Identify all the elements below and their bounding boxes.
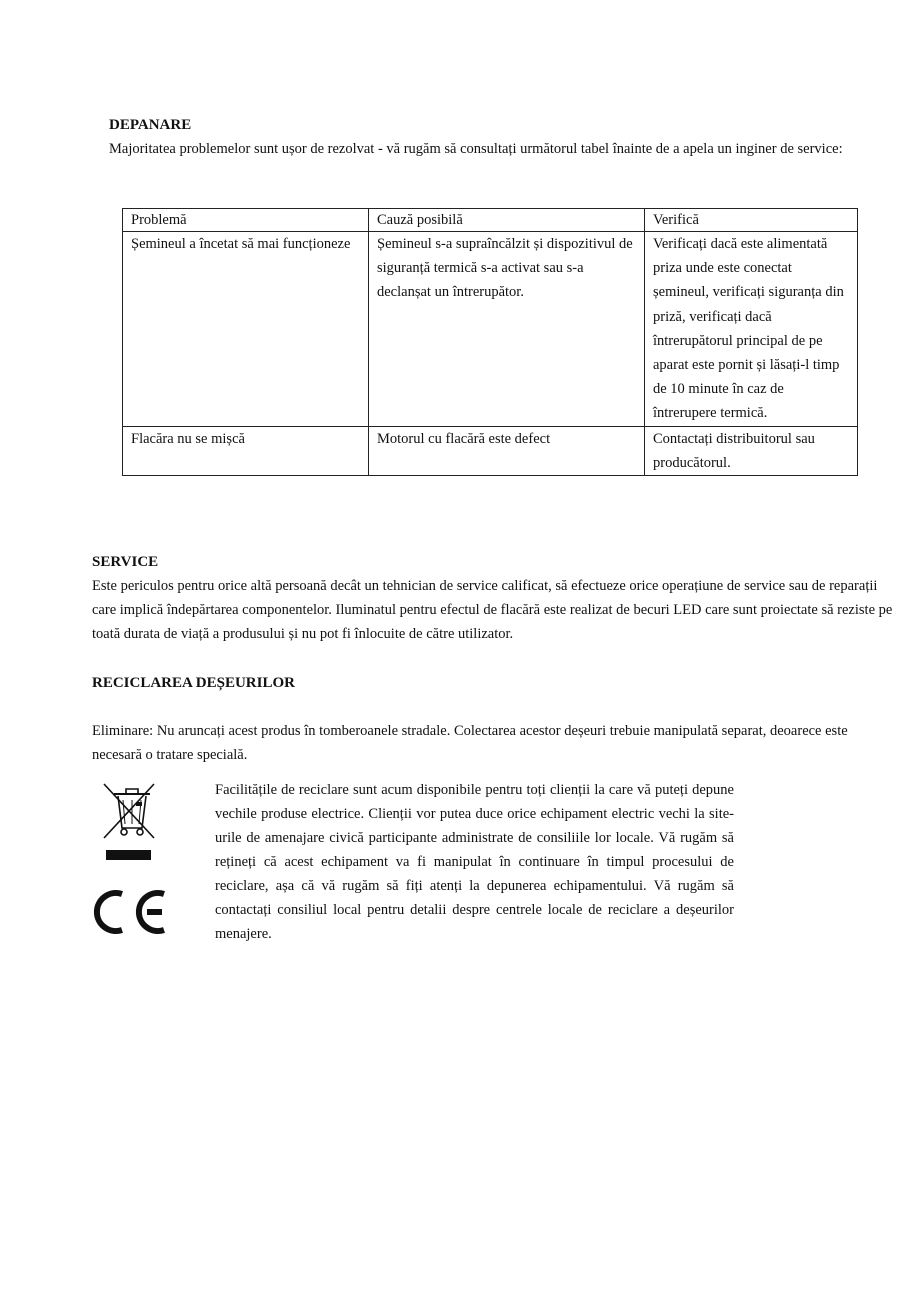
cause-cell: Șemineul s-a supraîncălzit și dispozitivul de siguranță termică s-a activat sau s-a declanșat un întrerupător. <box>369 232 645 427</box>
header-problem: Problemă <box>123 209 369 232</box>
weee-crossed-bin-icon <box>104 784 154 860</box>
cause-cell: Motorul cu flacără este defect <box>369 426 645 475</box>
table-header-row <box>123 209 858 232</box>
service-text: Este periculos pentru orice altă persoană decât un tehnician de service calificat, să efectueze orice operațiune de service sau de reparații care implică îndepărtarea componentelor. Iluminatul pentru efectul de flacără este realizat de becuri LED care sunt proiectate să reziste pe toată durata de viață a produsului și nu pot fi înlocuite de către utilizator. <box>92 578 893 642</box>
header-cause: Cauză posibilă <box>369 209 645 232</box>
facilities-text: Facilitățile de reciclare sunt acum disponibile pentru toți clienții la care vă puteți depune vechile produse electrice. Clienții vor putea duce orice echipament electric vechi la site-urile de amenajare civică participante administrate de consiliile lor locale. Vă rugăm să rețineți că acest echipament va fi manipulat în continuare în timpul procesului de reciclare, așa că vă rugăm să fiți atenți la depunerea echipamentului. Vă rugăm să contactați consiliul local pentru detalii despre centrele locale de reciclare a deșeurilor menajere. <box>215 782 734 942</box>
recycling-heading: RECICLAREA DEȘEURILOR <box>92 675 295 691</box>
check-cell: Verificați dacă este alimentată priza unde este conectat șemineul, verificați siguranța din priză, verificați dacă întrerupătorul principal de pe aparat este pornit și lăsați-l timp de 10 minute în caz de întrerupere termică. <box>645 232 858 427</box>
compliance-symbols <box>92 776 176 946</box>
depanare-heading: DEPANARE <box>109 117 192 133</box>
table-row <box>123 426 858 475</box>
check-cell: Contactați distribuitorul sau producătorul. <box>645 426 858 475</box>
elimination-text: Eliminare: Nu aruncați acest produs în tomberoanele stradale. Colectarea acestor deșeuri trebuie manipulată separat, deoarece este necesară o tratare specială. <box>92 723 848 763</box>
problem-cell: Șemineul a încetat să mai funcționeze <box>123 232 369 427</box>
header-check: Verifică <box>645 209 858 232</box>
table-row <box>123 232 858 427</box>
service-heading: SERVICE <box>92 554 159 570</box>
troubleshooting-table <box>122 208 858 476</box>
depanare-intro: Majoritatea problemelor sunt ușor de rezolvat - vă rugăm să consultați următorul tabel înainte de a apela un inginer de service: <box>109 141 843 157</box>
problem-cell: Flacăra nu se mișcă <box>123 426 369 475</box>
ce-mark-icon <box>97 893 164 931</box>
